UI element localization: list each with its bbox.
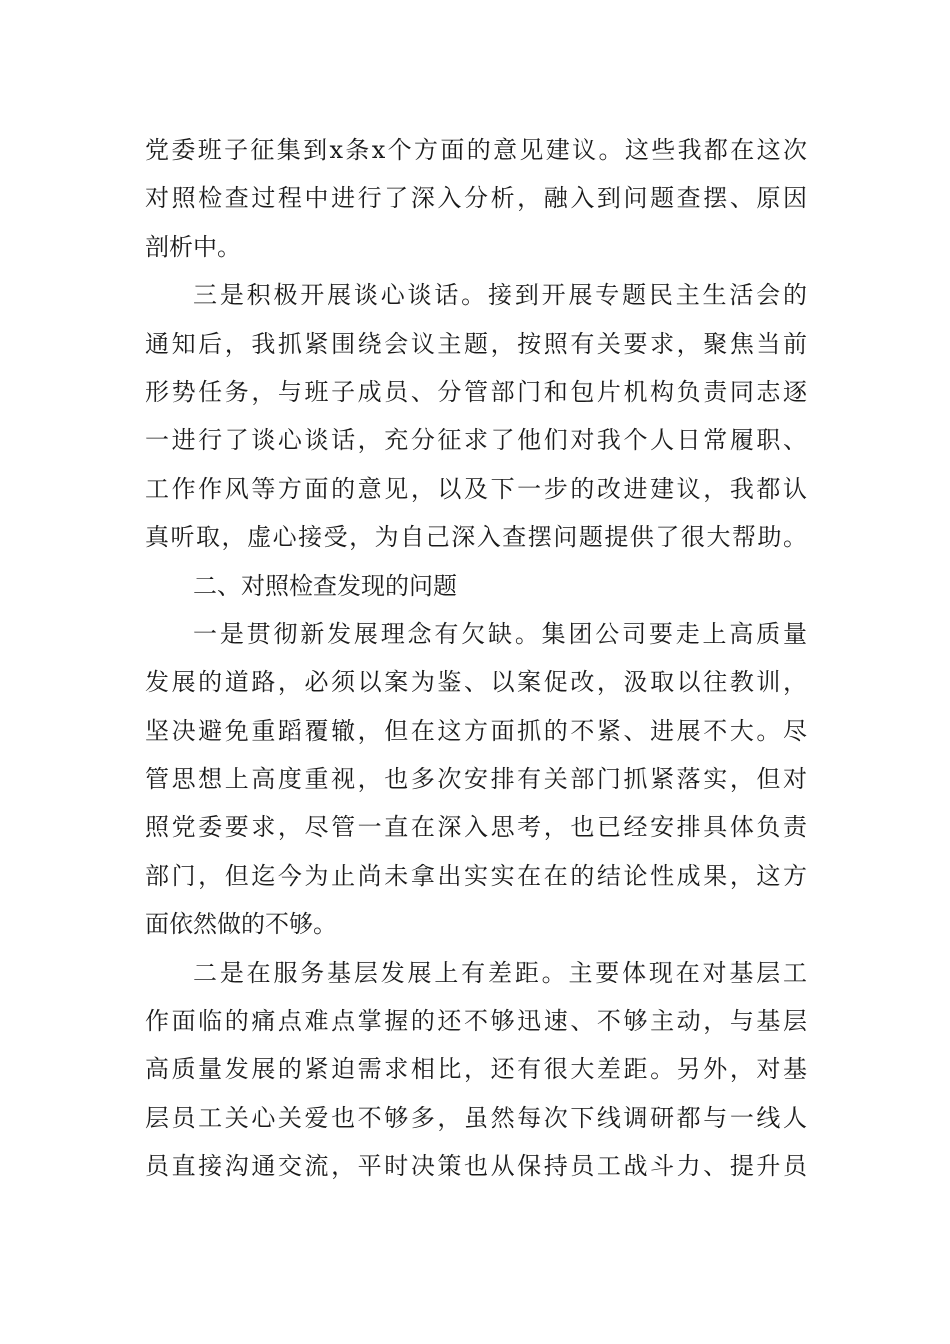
text-line: 部门，但迄今为止尚未拿出实实在在的结论性成果，这方 [145, 861, 807, 890]
text-line: 高质量发展的紧迫需求相比，还有很大差距。另外，对基 [145, 1055, 807, 1084]
body-text [145, 126, 807, 1191]
text-line: 一进行了谈心谈话，充分征求了他们对我个人日常履职、 [145, 426, 807, 455]
paragraph-start-line: 三是积极开展谈心谈话。接到开展专题民主生活会的 [193, 281, 807, 310]
text-line: 员直接沟通交流，平时决策也从保持员工战斗力、提升员 [145, 1152, 807, 1181]
text-line: 党委班子征集到x条x个方面的意见建议。这些我都在这次 [145, 136, 807, 164]
text-line: 坚决避免重蹈覆辙，但在这方面抓的不紧、进展不大。尽 [145, 716, 807, 745]
text-line: 工作作风等方面的意见，以及下一步的改进建议，我都认 [145, 474, 807, 503]
text-line: 层员工关心关爱也不够多，虽然每次下线调研都与一线人 [145, 1103, 807, 1132]
text-line: 真听取，虚心接受，为自己深入查摆问题提供了很大帮助。 [145, 523, 807, 552]
text-line: 管思想上高度重视，也多次安排有关部门抓紧落实，但对 [145, 765, 807, 794]
paragraph-start-line: 一是贯彻新发展理念有欠缺。集团公司要走上高质量 [193, 619, 807, 648]
paragraph-start-line: 二是在服务基层发展上有差距。主要体现在对基层工 [193, 958, 807, 987]
text-line: 通知后，我抓紧围绕会议主题，按照有关要求，聚焦当前 [145, 329, 807, 358]
text-line: 照党委要求，尽管一直在深入思考，也已经安排具体负责 [145, 813, 807, 842]
text-line: 形势任务，与班子成员、分管部门和包片机构负责同志逐 [145, 377, 807, 406]
text-line: 对照检查过程中进行了深入分析，融入到问题查摆、原因 [145, 184, 807, 213]
section-heading: 二、对照检查发现的问题 [193, 571, 457, 600]
text-line: 面依然做的不够。 [145, 910, 337, 939]
text-line: 发展的道路，必须以案为鉴、以案促改，汲取以往教训， [145, 668, 807, 697]
text-line: 作面临的痛点难点掌握的还不够迅速、不够主动，与基层 [145, 1007, 807, 1036]
text-line: 剖析中。 [145, 232, 241, 261]
